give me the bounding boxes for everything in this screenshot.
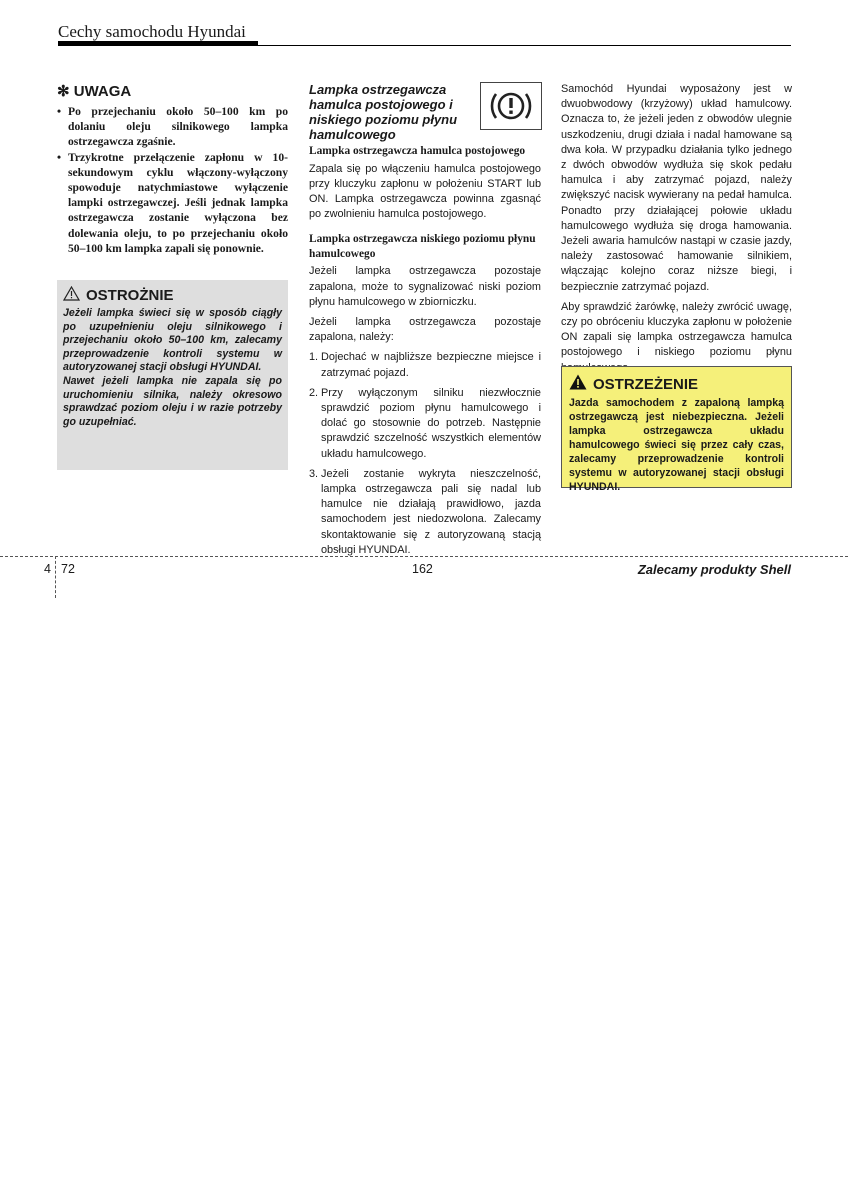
- uwaga-item: • Trzykrotne przełączenie zapłonu w 10-sekundowym cyklu włączony-wyłączony spowoduje natychmiastowe wyłączenie lampki ostrzegawczej. Jeśli jednak lampka ostrzegawcza zostanie wyłączona bez dolewania oleju, to po przejechaniu około 50–100 km lampka zapali się ponownie.: [57, 150, 288, 255]
- step-item: 1. Dojechać w najbliższe bezpieczne miejsce i zatrzymać pojazd.: [309, 351, 541, 379]
- uwaga-heading: [57, 82, 288, 100]
- uwaga-symbol: ✻: [57, 83, 70, 100]
- caution-paragraph: Nawet jeżeli lampka nie zapala się po uruchomieniu silnika, należy okresowo sprawdzać poziom oleju i w razie potrzeby go uzupełniać.: [63, 374, 282, 428]
- header-rule: [58, 45, 791, 46]
- pdf-page-number: 162: [412, 562, 433, 576]
- uwaga-list: [57, 104, 288, 256]
- warning-box: [561, 366, 792, 493]
- chapter-number: 4: [44, 562, 51, 576]
- section-heading: Lampka ostrzegawcza hamulca postojowego i niskiego poziomu płynu hamulcowego: [309, 82, 458, 142]
- sub-heading: Lampka ostrzegawcza niskiego poziomu płynu hamulcowego: [309, 233, 536, 260]
- uwaga-title: UWAGA: [73, 83, 132, 100]
- column-3: [561, 82, 792, 381]
- section-body: [561, 82, 792, 376]
- footer-divider: [0, 556, 848, 557]
- caution-paragraph: Jeżeli lampka świeci się w sposób ciągły po uzupełnieniu oleju silnikowego i przejechaniu około 50–100 km, zalecamy przeprowadzenie kontroli systemu w autoryzowanej stacji obsługi HYUNDAI.: [63, 307, 282, 374]
- warning-triangle-icon: [569, 374, 587, 394]
- footer-vertical-divider: [55, 556, 56, 598]
- caution-body: [63, 307, 282, 429]
- section-body: [309, 162, 541, 223]
- page-number: 72: [61, 562, 75, 576]
- warning-title: OSTRZEŻENIE: [593, 375, 699, 393]
- paragraph: Zapala się po włączeniu hamulca postojowego przy kluczyku zapłonu w położeniu START lub ON. Lampka ostrzegawcza powinna zgasnąć po zwolnieniu hamulca postojowego.: [309, 162, 541, 221]
- step-item: 3. Jeżeli zostanie wykryta nieszczelność, lampka ostrzegawcza pali się nadal lub hamulce nie działają prawidłowo, jazda samochodem jest niedozwolona. Zalecamy skontaktowanie się z autoryzowaną stacją obsługi HYUNDAI.: [309, 467, 541, 556]
- section-body: [309, 264, 541, 558]
- warning-body: Jazda samochodem z zapaloną lampką ostrzegawczą jest niebezpieczna. Jeżeli lampka ostrzegawcza układu hamulcowego świeci się przez cały czas, zalecamy przeprowadzenie kontroli systemu w autoryzowanej stacji obsługi HYUNDAI.: [569, 397, 784, 493]
- caution-triangle-icon: [63, 286, 80, 305]
- step-item: 2. Przy wyłączonym silniku niezwłocznie sprawdzić poziom płynu hamulcowego i dolać go stosownie do potrzeb. Następnie sprawdzić szczelność wszystkich elementów układu hamulcowego.: [309, 386, 541, 460]
- paragraph: Jeżeli lampka ostrzegawcza pozostaje zapalona, należy:: [309, 315, 541, 344]
- paragraph: Jeżeli lampka ostrzegawcza pozostaje zapalona, może to sygnalizować niski poziom płynu hamulcowego w zbiorniczku.: [309, 265, 541, 308]
- footer-slogan: Zalecamy produkty Shell: [637, 562, 791, 577]
- steps-list: [309, 350, 541, 558]
- paragraph: Aby sprawdzić żarówkę, należy zwrócić uwagę, czy po obróceniu kluczyka zapłonu w położenie ON zapali się lampka ostrzegawcza hamulca postojowego i niskiego poziomu płynu: [561, 300, 792, 359]
- paragraph: Samochód Hyundai wyposażony jest w dwuobwodowy (krzyżowy) układ hamulcowy. Oznacza to, że jeżeli jeden z obwodów ulegnie uszkodzeniu, drugi działa i nadal hamowane są dwa koła. W przypadku działania tylko jednego z dwóch obwodów wydłuża się skok pedału hamulca i aby zatrzymać pojazd, należy zwiększyć nacisk wywierany na pedał hamulca. Ponadto przy działającej połowie układu hamulcowego wydłuża się droga hamowania. Jeżeli awaria hamulców nastąpi w czasie jazdy, należy zastosować hamowanie silnikiem, włączając kolejno coraz niższe biegi, i bezpiecznie zatrzymać pojazd.: [561, 83, 792, 293]
- sub-heading: Lampka ostrzegawcza hamulca postojowego: [309, 145, 526, 157]
- caution-title: OSTROŻNIE: [86, 287, 174, 304]
- uwaga-item: • Po przejechaniu około 50–100 km po dolaniu oleju silnikowego lampka ostrzegawcza zgaśnie.: [57, 105, 288, 149]
- caution-heading: [63, 286, 282, 305]
- caution-box: [57, 280, 288, 470]
- column-1: [57, 82, 288, 256]
- warning-heading: [569, 374, 784, 394]
- brake-warning-icon: [480, 82, 542, 130]
- column-2: [309, 82, 541, 563]
- header-title: Cechy samochodu Hyundai: [58, 22, 246, 41]
